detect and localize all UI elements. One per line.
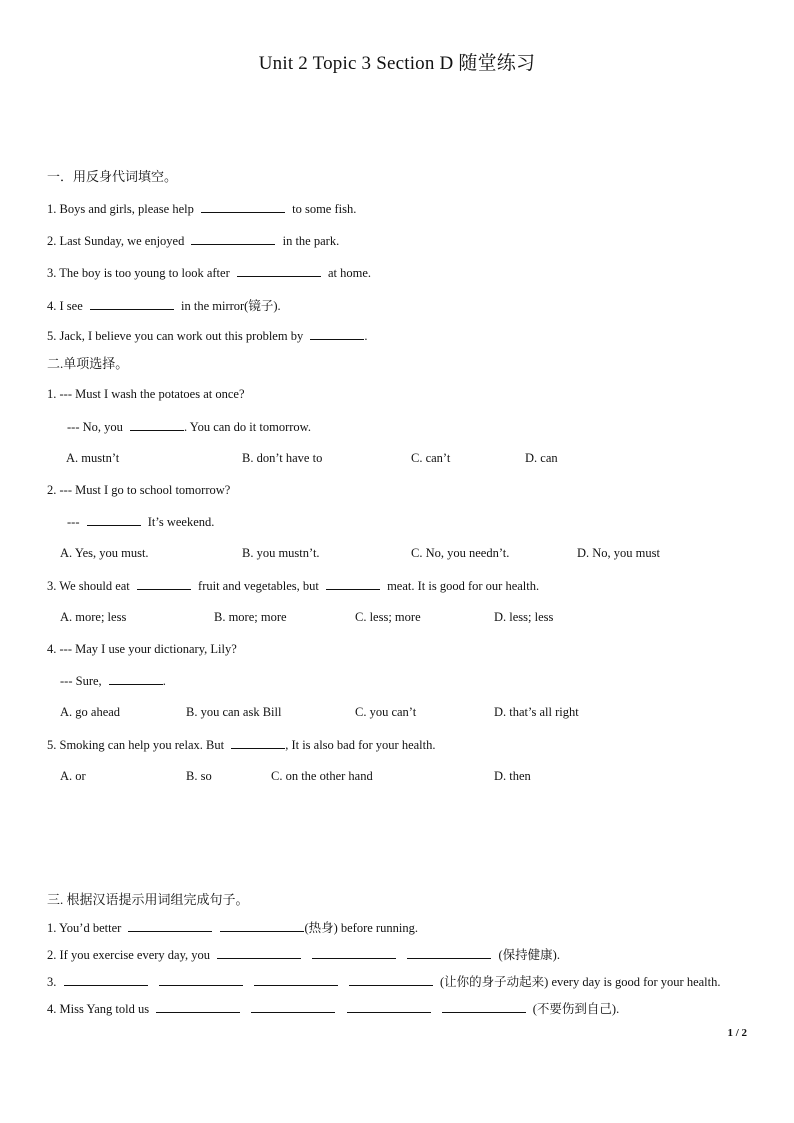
page-number: 1 / 2 — [727, 1027, 747, 1039]
answer-blank[interactable] — [90, 298, 174, 310]
q1-option-c[interactable]: C. can’t — [411, 451, 451, 465]
answer-blank[interactable] — [312, 947, 396, 959]
section1-heading: 一．用反身代词填空。 — [47, 169, 178, 184]
answer-blank[interactable] — [137, 578, 191, 590]
q1-option-a[interactable]: A. mustn’t — [66, 451, 120, 465]
q5-option-c[interactable]: C. on the other hand — [271, 769, 373, 783]
q1-option-b[interactable]: B. don’t have to — [242, 451, 323, 465]
q3-option-a[interactable]: A. more; less — [60, 610, 127, 624]
q1-reply: --- No, you . You can do it tomorrow. — [67, 420, 311, 434]
s1-item-3: 3. The boy is too young to look after at home. — [47, 266, 372, 280]
q4-option-a[interactable]: A. go ahead — [60, 705, 121, 719]
page-title: Unit 2 Topic 3 Section D 随堂练习 — [258, 53, 536, 74]
answer-blank[interactable] — [251, 1001, 335, 1013]
s1-item-2: 2. Last Sunday, we enjoyed in the park. — [47, 234, 340, 248]
q4-option-b[interactable]: B. you can ask Bill — [186, 705, 282, 719]
q3-option-d[interactable]: D. less; less — [494, 610, 554, 624]
q2-option-c[interactable]: C. No, you needn’t. — [411, 546, 510, 560]
answer-blank[interactable] — [349, 974, 433, 986]
q4-reply: --- Sure, . — [60, 674, 166, 688]
q4-option-d[interactable]: D. that’s all right — [494, 705, 579, 719]
answer-blank[interactable] — [109, 673, 163, 685]
answer-blank[interactable] — [191, 233, 275, 245]
q5-stem: 5. Smoking can help you relax. But , It is also bad for your health. — [47, 738, 436, 752]
answer-blank[interactable] — [407, 947, 491, 959]
answer-blank[interactable] — [220, 920, 304, 932]
answer-blank[interactable] — [347, 1001, 431, 1013]
answer-blank[interactable] — [231, 737, 285, 749]
s1-item-4: 4. I see in the mirror(镜子). — [47, 299, 281, 313]
q4-option-c[interactable]: C. you can’t — [355, 705, 417, 719]
section2-heading: 二.单项选择。 — [47, 356, 129, 371]
q3-option-b[interactable]: B. more; more — [214, 610, 287, 624]
answer-blank[interactable] — [237, 265, 321, 277]
q2-option-a[interactable]: A. Yes, you must. — [60, 546, 149, 560]
s3-item-1: 1. You’d better (热身) before running. — [47, 921, 418, 935]
answer-blank[interactable] — [217, 947, 301, 959]
q4-stem: 4. --- May I use your dictionary, Lily? — [47, 642, 237, 656]
q3-stem: 3. We should eat fruit and vegetables, but meat. It is good for our health. — [47, 579, 540, 593]
answer-blank[interactable] — [87, 514, 141, 526]
q5-option-d[interactable]: D. then — [494, 769, 531, 783]
q2-stem: 2. --- Must I go to school tomorrow? — [47, 483, 231, 497]
q1-option-d[interactable]: D. can — [525, 451, 558, 465]
answer-blank[interactable] — [128, 920, 212, 932]
answer-blank[interactable] — [310, 328, 364, 340]
q5-option-a[interactable]: A. or — [60, 769, 86, 783]
answer-blank[interactable] — [130, 419, 184, 431]
q2-option-b[interactable]: B. you mustn’t. — [242, 546, 320, 560]
s3-item-2: 2. If you exercise every day, you (保持健康). — [47, 948, 560, 962]
answer-blank[interactable] — [201, 201, 285, 213]
q5-option-b[interactable]: B. so — [186, 769, 212, 783]
answer-blank[interactable] — [326, 578, 380, 590]
q1-stem: 1. --- Must I wash the potatoes at once? — [47, 387, 245, 401]
answer-blank[interactable] — [64, 974, 148, 986]
s1-item-5: 5. Jack, I believe you can work out this problem by . — [47, 329, 368, 343]
q2-option-d[interactable]: D. No, you must — [577, 546, 660, 560]
s1-item-1: 1. Boys and girls, please help to some fish. — [47, 202, 357, 216]
answer-blank[interactable] — [442, 1001, 526, 1013]
answer-blank[interactable] — [159, 974, 243, 986]
s3-item-3: 3. (让你的身子动起来) every day is good for your health. — [47, 975, 721, 989]
q3-option-c[interactable]: C. less; more — [355, 610, 421, 624]
q2-reply: --- It’s weekend. — [67, 515, 215, 529]
s3-item-4: 4. Miss Yang told us (不要伤到自己). — [47, 1002, 620, 1016]
answer-blank[interactable] — [254, 974, 338, 986]
section3-heading: 三. 根据汉语提示用词组完成句子。 — [47, 892, 249, 907]
answer-blank[interactable] — [156, 1001, 240, 1013]
